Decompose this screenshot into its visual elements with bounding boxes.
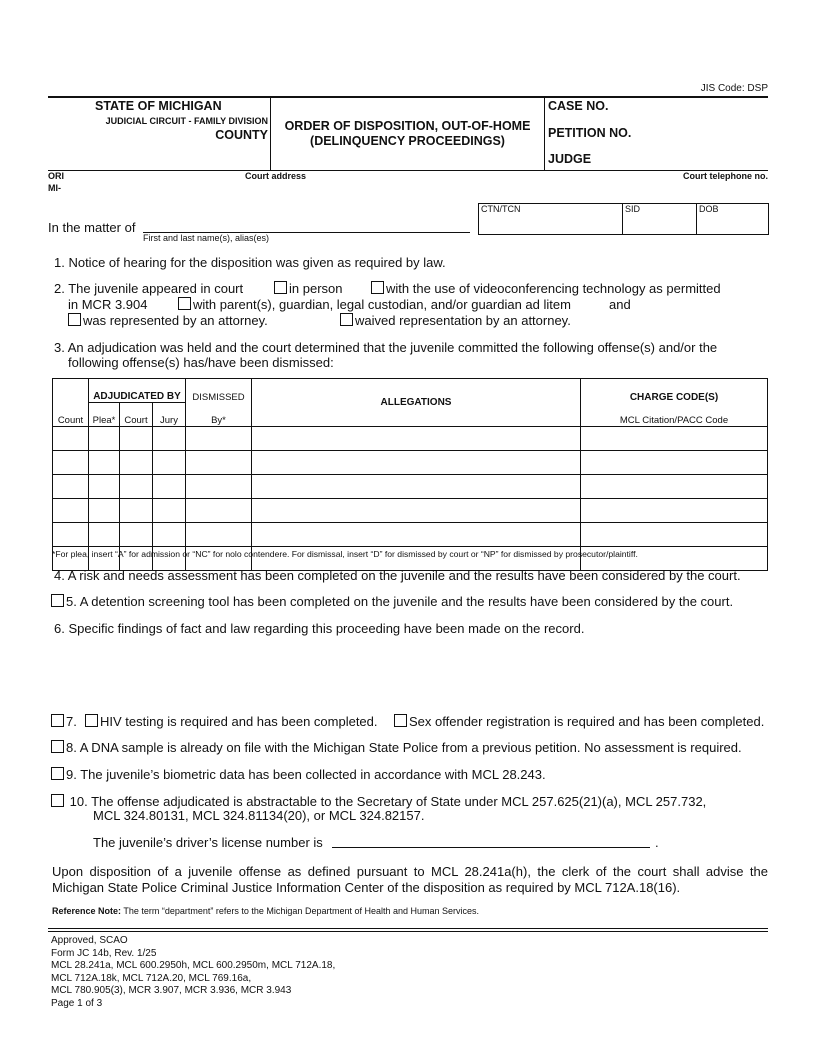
item-5[interactable]	[51, 594, 733, 609]
name-caption: First and last name(s), alias(es)	[143, 233, 270, 243]
form-subtitle: (DELINQUENCY PROCEEDINGS)	[310, 134, 505, 148]
footer-line: MCL 780.905(3), MCR 3.907, MCR 3.936, MCR 3.943	[51, 985, 292, 997]
col-court: Court	[120, 403, 153, 427]
county-label: COUNTY	[215, 128, 268, 142]
reference-label: Reference Note:	[52, 906, 122, 916]
checkbox[interactable]	[85, 714, 98, 727]
and-text: and	[609, 297, 631, 312]
form-title: ORDER OF DISPOSITION, OUT-OF-HOME	[284, 119, 531, 133]
col-dismissed-by: By*	[186, 403, 252, 427]
label: 7.	[66, 714, 77, 729]
mcr-text: in MCR 3.904	[68, 297, 148, 312]
in-person-option[interactable]	[274, 281, 342, 296]
col-mcl: MCL Citation/PACC Code	[581, 403, 768, 427]
ori-label: ORI	[48, 171, 65, 181]
circuit-label: JUDICIAL CIRCUIT - FAMILY DIVISION	[105, 116, 268, 126]
footer-line: MCL 712A.18k, MCL 712A.20, MCL 769.16a,	[51, 972, 252, 984]
checkbox[interactable]	[340, 313, 353, 326]
table-row[interactable]	[53, 523, 768, 547]
jis-code: JIS Code: DSP	[700, 83, 768, 94]
divider	[48, 170, 768, 171]
hiv-option[interactable]	[85, 714, 378, 729]
item-3-cont: following offense(s) has/have been dismissed:	[68, 355, 334, 370]
table-row[interactable]	[53, 451, 768, 475]
item-10-cont: MCL 324.80131, MCL 324.81134(20), or MCL 324.82157.	[93, 808, 425, 823]
footer-line: Form JC 14b, Rev. 1/25	[51, 947, 157, 959]
item-10[interactable]	[51, 794, 706, 809]
col-count: Count	[53, 379, 89, 427]
checkbox[interactable]	[274, 281, 287, 294]
attorney-option[interactable]	[68, 313, 268, 328]
court-address-label: Court address	[245, 171, 307, 181]
matter-label: In the matter of	[48, 220, 136, 235]
waived-option[interactable]	[340, 313, 571, 328]
state-title: STATE OF MICHIGAN	[95, 99, 222, 113]
table-row[interactable]	[53, 475, 768, 499]
petition-no-field[interactable]: PETITION NO.	[548, 126, 632, 140]
reference-text: The term “department” refers to the Michigan Department of Health and Human Services.	[121, 906, 480, 916]
parent-option[interactable]	[178, 297, 571, 312]
reference-note	[52, 906, 479, 916]
label: in person	[289, 281, 343, 296]
advise-text-2: Michigan State Police Criminal Justice Information Center of the disposition as required by MCL 712A.18(16).	[52, 880, 681, 895]
checkbox[interactable]	[178, 297, 191, 310]
table-row[interactable]	[53, 427, 768, 451]
item-3: 3. An adjudication was held and the court determined that the juvenile committed the following offense(s) and/or the	[54, 340, 718, 355]
label: 10. The offense adjudicated is abstractable to the Secretary of State under MCL 257.625(21)(a), MCL 257.732,	[69, 794, 707, 809]
table-footnote: *For plea, insert “A” for admission or “NC” for nolo contendere. For dismissal, insert “D” for dismissed by court or “NP” for dismissed by prosecutor/plaintiff.	[52, 549, 638, 559]
label: 5. A detention screening tool has been completed on the juvenile and the results have been considered by the court.	[66, 594, 734, 609]
checkbox[interactable]	[68, 313, 81, 326]
advise-text: Upon disposition of a juvenile offense as defined pursuant to MCL 28.241a(h), the clerk of the court shall advise the	[52, 864, 768, 879]
label: Sex offender registration is required and has been completed.	[409, 714, 765, 729]
ctn-label: CTN/TCN	[481, 204, 521, 214]
divider	[696, 203, 697, 234]
sex-offender-option[interactable]	[394, 714, 764, 729]
divider	[48, 931, 768, 932]
label: with parent(s), guardian, legal custodian, and/or guardian ad litem	[193, 297, 571, 312]
divider	[544, 97, 545, 170]
item-9[interactable]	[51, 767, 546, 782]
item-7[interactable]	[51, 714, 77, 729]
item-1: 1. Notice of hearing for the disposition was given as required by law.	[54, 255, 446, 270]
page-number: Page 1 of 3	[51, 997, 103, 1009]
divider	[48, 96, 768, 98]
item-8[interactable]	[51, 740, 742, 755]
item-6: 6. Specific findings of fact and law regarding this proceeding have been made on the record.	[54, 621, 585, 636]
col-plea: Plea*	[89, 403, 120, 427]
label: HIV testing is required and has been completed.	[100, 714, 378, 729]
sid-label: SID	[625, 204, 641, 214]
col-dismissed: DISMISSED	[186, 379, 252, 403]
table-row[interactable]	[53, 499, 768, 523]
footer-citations	[51, 935, 335, 1011]
footer-line: MCL 28.241a, MCL 600.2950h, MCL 600.2950m, MCL 712A.18,	[51, 960, 336, 972]
id-box[interactable]	[478, 203, 769, 235]
checkbox[interactable]	[51, 767, 64, 780]
label: waived representation by an attorney.	[355, 313, 571, 328]
col-jury: Jury	[153, 403, 186, 427]
checkbox[interactable]	[371, 281, 384, 294]
label: with the use of videoconferencing technology as permitted	[386, 281, 721, 296]
col-adjudicated-by: ADJUDICATED BY	[89, 379, 186, 403]
checkbox[interactable]	[51, 594, 64, 607]
judge-field[interactable]: JUDGE	[548, 152, 592, 166]
video-option[interactable]	[371, 281, 721, 296]
col-charge-codes: CHARGE CODE(S)	[581, 379, 768, 403]
item-4: 4. A risk and needs assessment has been completed on the juvenile and the results have been considered by the court.	[54, 568, 741, 583]
item-2: 2. The juvenile appeared in court	[54, 281, 244, 296]
checkbox[interactable]	[51, 794, 64, 807]
label: 8. A DNA sample is already on file with the Michigan State Police from a previous petition. No assessment is required.	[66, 740, 742, 755]
dob-label: DOB	[699, 204, 719, 214]
divider	[48, 928, 768, 929]
label: 9. The juvenile’s biometric data has been collected in accordance with MCL 28.243.	[66, 767, 546, 782]
col-allegations: ALLEGATIONS	[252, 379, 581, 427]
license-label: The juvenile’s driver’s license number is	[93, 835, 323, 850]
court-telephone-label: Court telephone no.	[683, 171, 768, 181]
offense-table	[52, 378, 768, 571]
license-period: .	[655, 835, 659, 850]
mi-label: MI-	[48, 183, 61, 193]
footer-line: Approved, SCAO	[51, 935, 128, 946]
divider	[622, 203, 623, 234]
checkbox[interactable]	[51, 740, 64, 753]
checkbox[interactable]	[51, 714, 64, 727]
checkbox[interactable]	[394, 714, 407, 727]
case-no-field[interactable]: CASE NO.	[548, 99, 609, 113]
label: was represented by an attorney.	[83, 313, 268, 328]
license-input-line[interactable]	[332, 847, 650, 848]
